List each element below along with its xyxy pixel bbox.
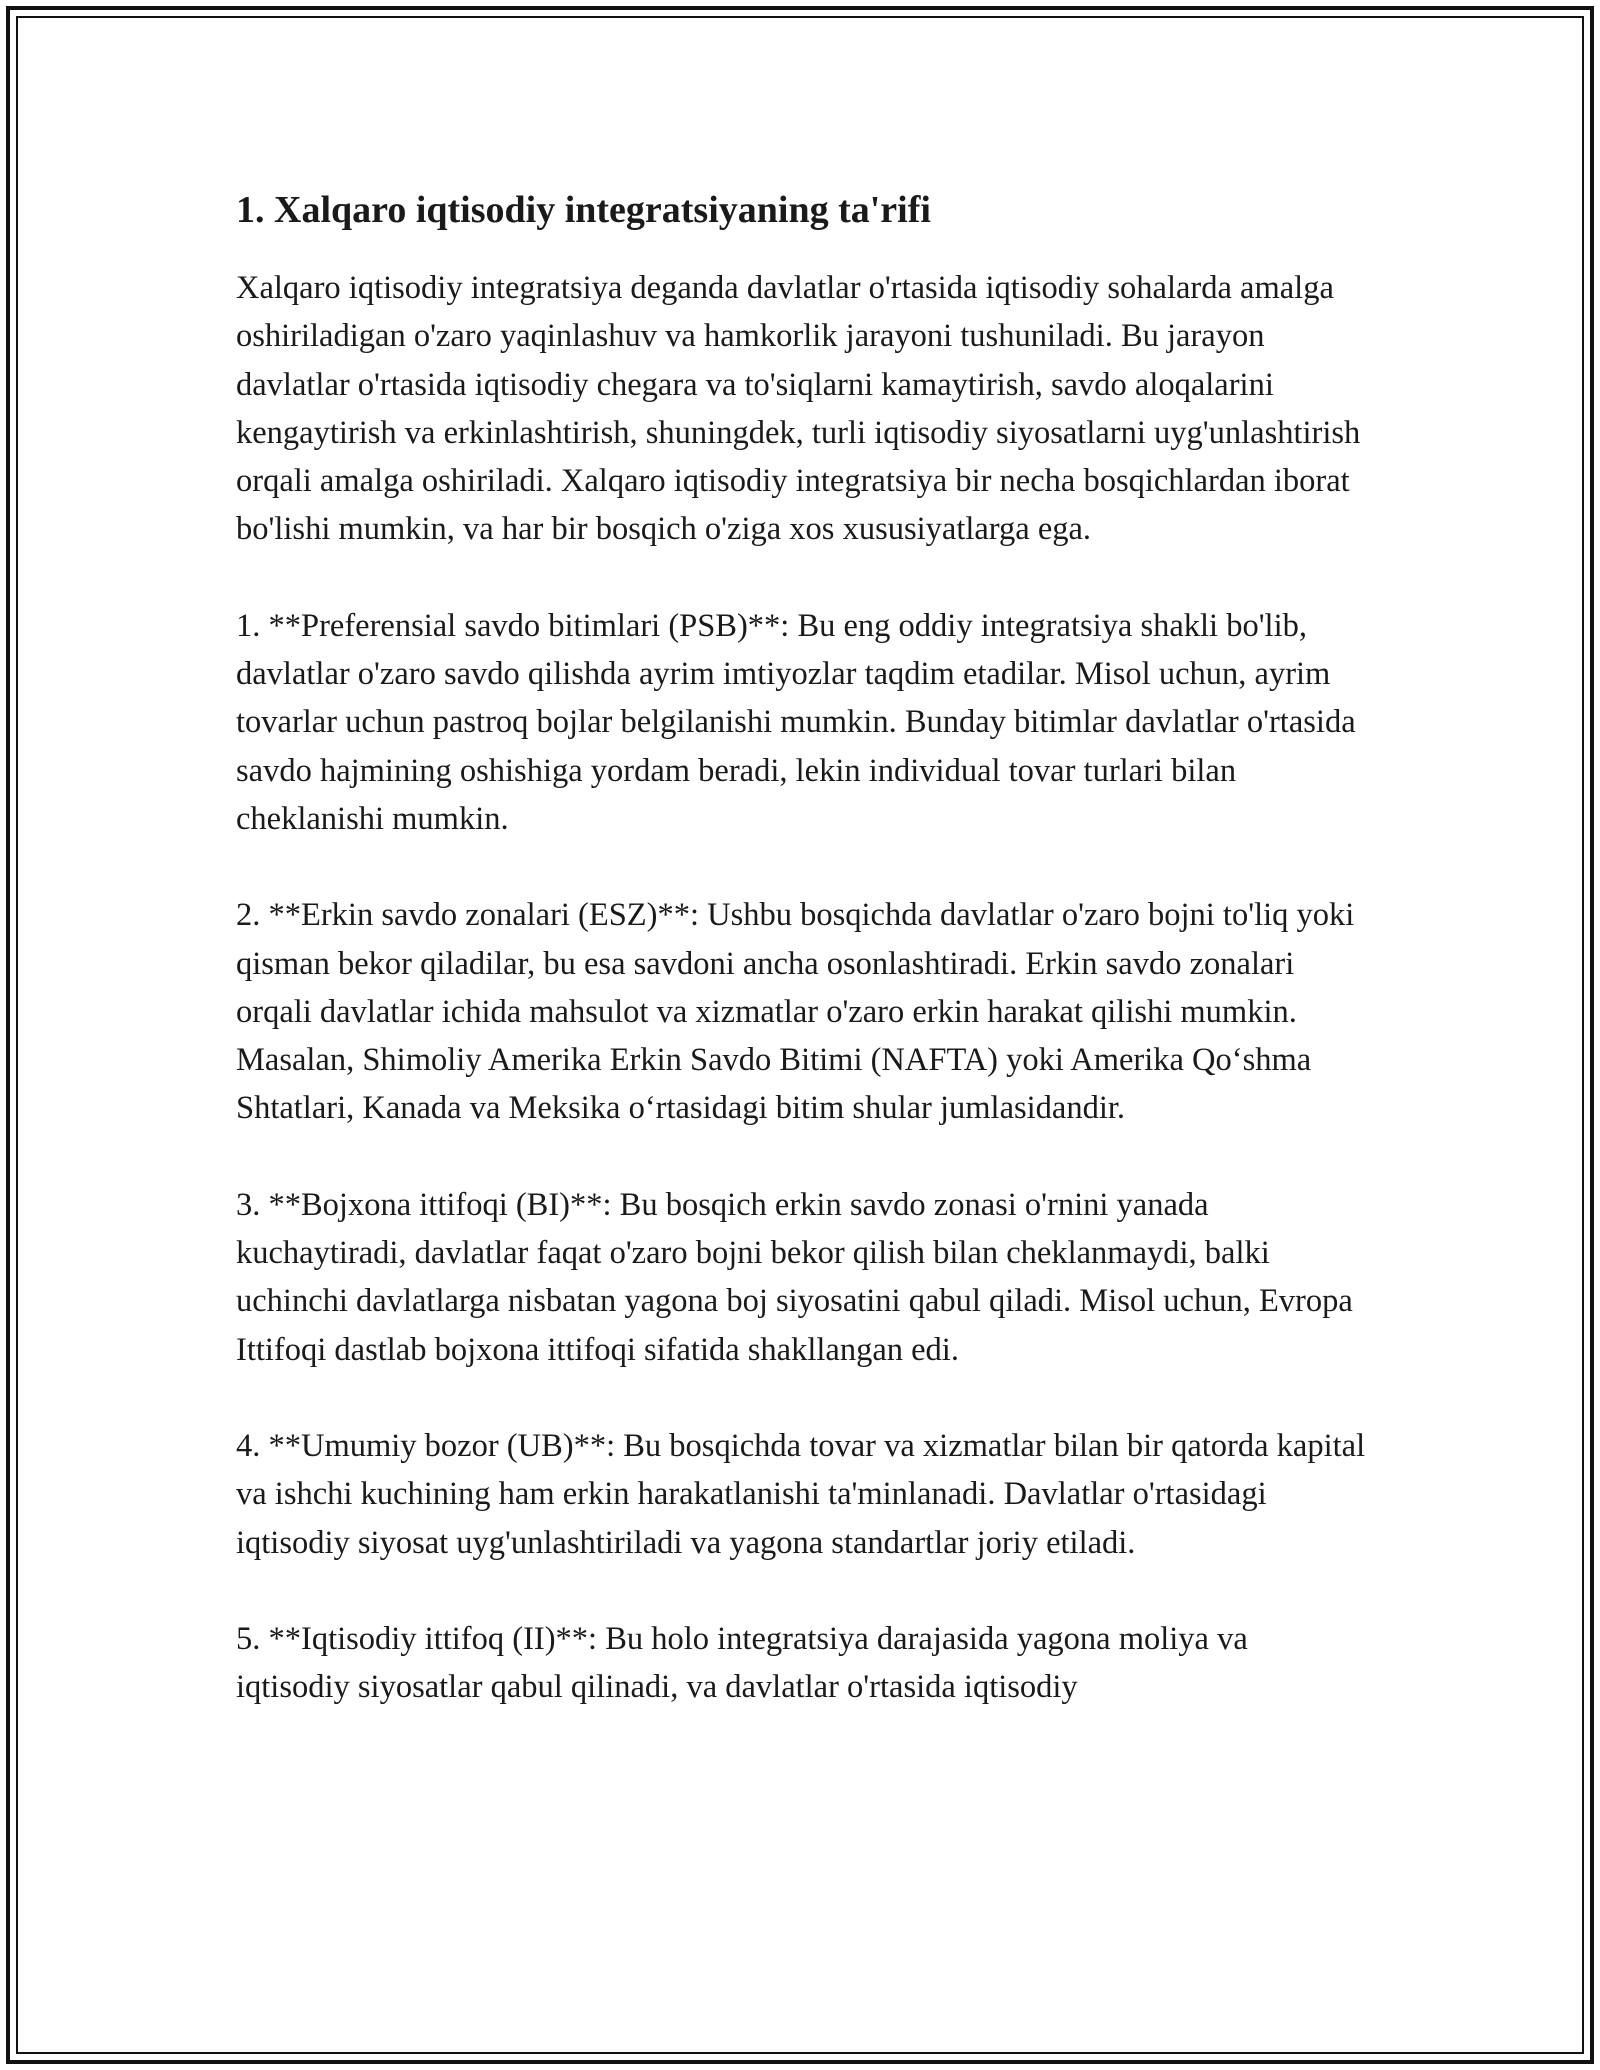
list-item-common-market: 4. **Umumiy bozor (UB)**: Bu bosqichda tovar va xizmatlar bilan bir qatorda kapital va ishchi kuchining ham erkin harakatlanishi ta'minlanadi. Davlatlar o'rtasidagi iqtisodiy siyosat uyg'unlashtiriladi va yagona standartlar joriy etiladi. (236, 1427, 1366, 1561)
document-body (236, 186, 1366, 1759)
intro-paragraph: Xalqaro iqtisodiy integratsiya deganda davlatlar o'rtasida iqtisodiy sohalarda amalga oshiriladigan o'zaro yaqinlashuv va hamkorlik jarayoni tushuniladi. Bu jarayon davlatlar o'rtasida iqtisodiy chegara va to'siqlarni kamaytirish, savdo aloqalarini kengaytirish va erkinlashtirish, shuningdek, turli iqtisodiy siyosatlarni uyg'unlashtirish orqali amalga oshiriladi. Xalqaro iqtisodiy integratsiya bir necha bosqichlardan iborat bo'lishi mumkin, va har bir bosqich o'ziga xos xususiyatlarga ega. (236, 270, 1361, 548)
list-item-free-trade-zone: 2. **Erkin savdo zonalari (ESZ)**: Ushbu bosqichda davlatlar o'zaro bojni to'liq yoki qisman bekor qiladilar, bu esa savdoni ancha osonlashtiradi. Erkin savdo zonalari orqali davlatlar ichida mahsulot va xizmatlar o'zaro erkin harakat qilishi mumkin. Masalan, Shimoliy Amerika Erkin Savdo Bitimi (NAFTA) yoki Amerika Qo‘shma Shtatlari, Kanada va Meksika o‘rtasidagi bitim shular jumlasidandir. (236, 897, 1355, 1127)
list-item-customs-union: 3. **Bojxona ittifoqi (BI)**: Bu bosqich erkin savdo zonasi o'rnini yanada kuchaytiradi, davlatlar faqat o'zaro bojni bekor qilish bilan cheklanmaydi, balki uchinchi davlatlarga nisbatan yagona boj siyosatini qabul qiladi. Misol uchun, Evropa Ittifoqi dastlab bojxona ittifoqi sifatida shakllangan edi. (236, 1186, 1353, 1368)
list-item-preferential-trade: 1. **Preferensial savdo bitimlari (PSB)**: Bu eng oddiy integratsiya shakli bo'lib, davlatlar o'zaro savdo qilishda ayrim imtiyozlar taqdim etadilar. Misol uchun, ayrim tovarlar uchun pastroq bojlar belgilanishi mumkin. Bunday bitimlar davlatlar o'rtasida savdo hajmining oshishiga yordam beradi, lekin individual tovar turlari bilan cheklanishi mumkin. (236, 607, 1356, 837)
list-item-economic-union: 5. **Iqtisodiy ittifoq (II)**: Bu holo integratsiya darajasida yagona moliya va iqtisodiy siyosatlar qabul qilinadi, va davlatlar o'rtasida iqtisodiy (236, 1620, 1248, 1706)
section-heading: 1. Xalqaro iqtisodiy integratsiyaning ta'rifi (236, 189, 931, 231)
